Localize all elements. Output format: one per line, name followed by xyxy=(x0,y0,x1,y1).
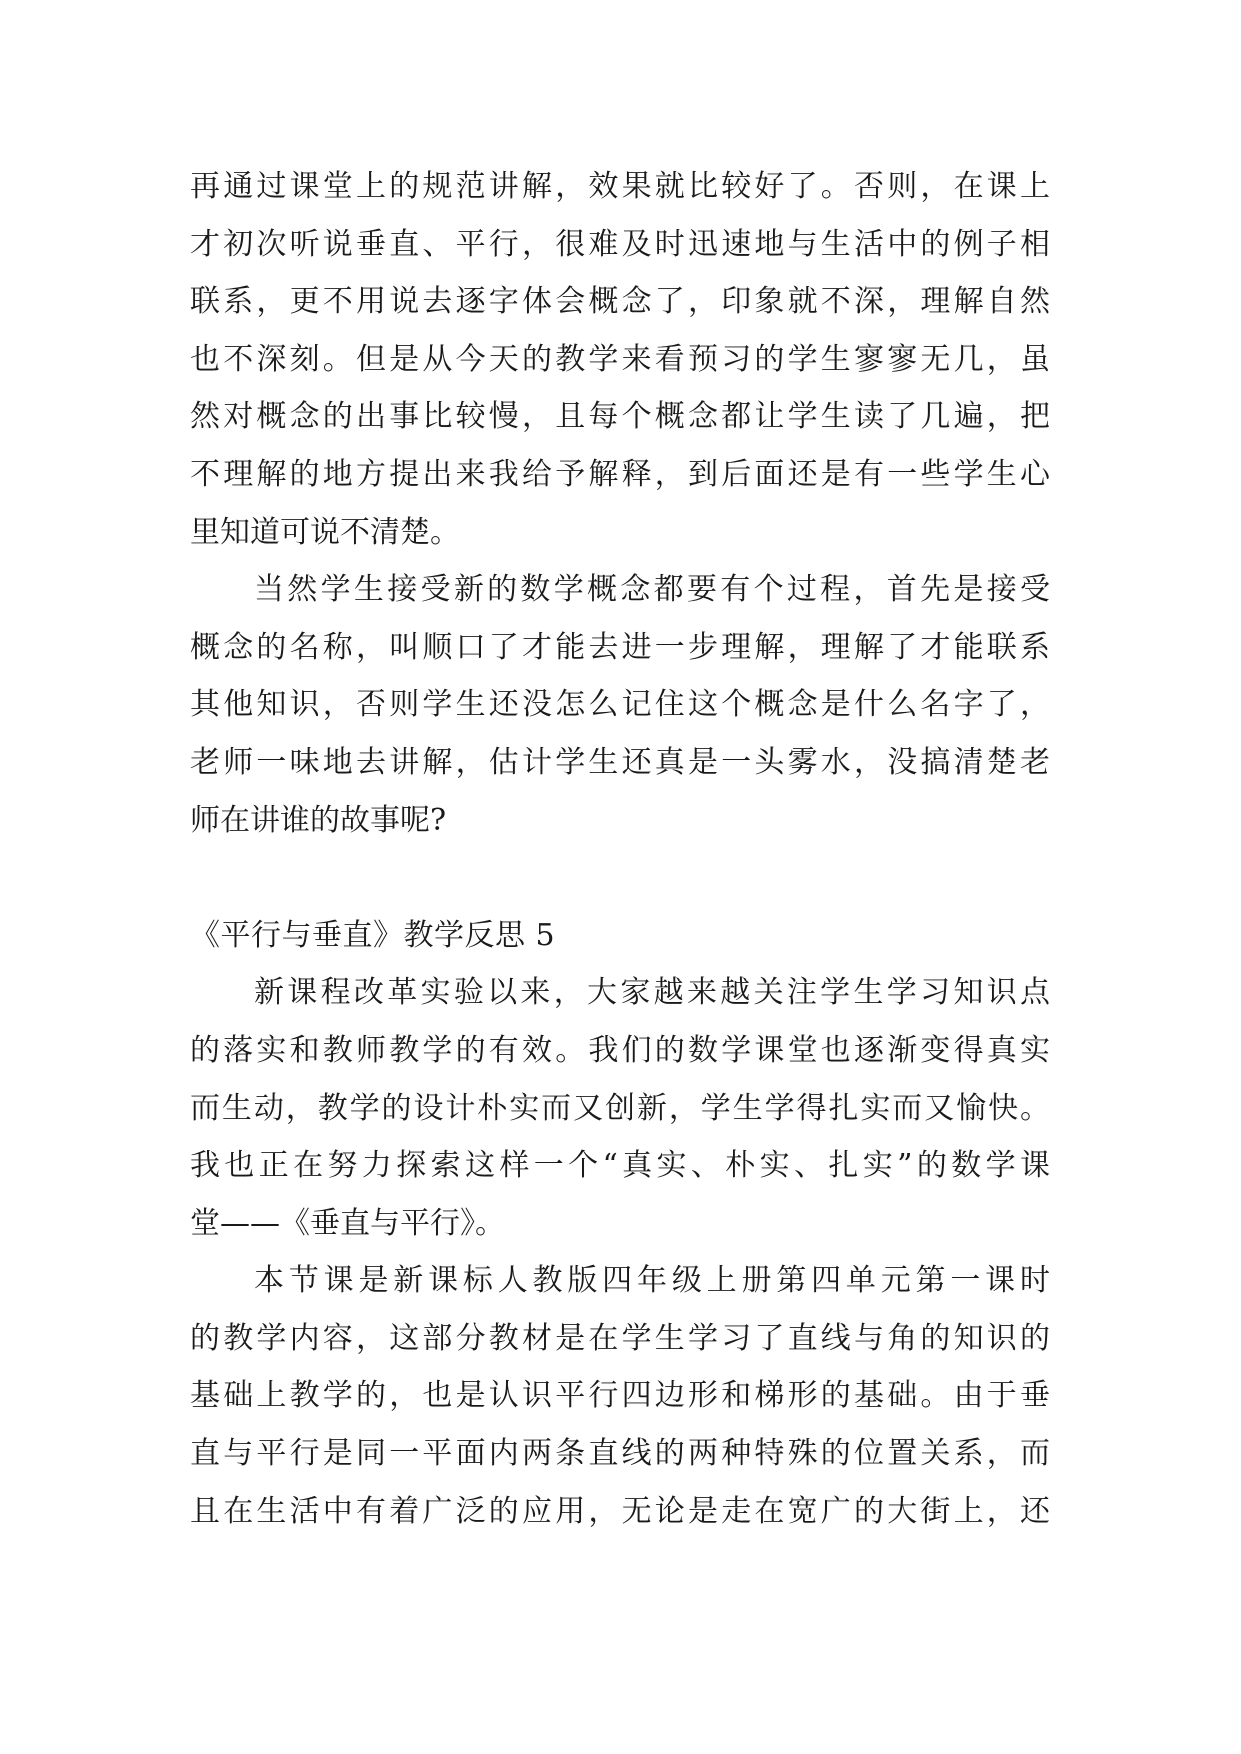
text-line: 的教学内容，这部分教材是在学生学习了直线与角的知识的 xyxy=(190,1320,1050,1356)
text-line: 当然学生接受新的数学概念都要有个过程，首先是接受 xyxy=(254,572,1050,608)
section-title: 《平行与垂直》教学反思 5 xyxy=(190,917,556,953)
text-line: 师在讲谁的故事呢? xyxy=(190,802,447,838)
text-line: 不理解的地方提出来我给予解释，到后面还是有一些学生心 xyxy=(190,456,1050,492)
text-line: 其他知识，否则学生还没怎么记住这个概念是什么名字了， xyxy=(190,687,1050,723)
text-line: 新课程改革实验以来，大家越来越关注学生学习知识点 xyxy=(254,975,1050,1011)
text-line: 老师一味地去讲解，估计学生还真是一头雾水，没搞清楚老 xyxy=(190,744,1050,780)
text-line: 然对概念的出事比较慢，且每个概念都让学生读了几遍，把 xyxy=(190,399,1050,435)
text-line: 基础上教学的，也是认识平行四边形和梯形的基础。由于垂 xyxy=(190,1378,1050,1414)
text-line: 我也正在努力探索这样一个“真实、朴实、扎实”的数学课 xyxy=(190,1148,1050,1184)
paragraph-1 xyxy=(190,158,1050,561)
text-line: 而生动，教学的设计朴实而又创新，学生学得扎实而又愉快。 xyxy=(190,1090,1050,1126)
text-line: 且在生活中有着广泛的应用，无论是走在宽广的大街上，还 xyxy=(190,1493,1050,1529)
text-line: 联系，更不用说去逐字体会概念了，印象就不深，理解自然 xyxy=(190,284,1050,320)
text-line: 直与平行是同一平面内两条直线的两种特殊的位置关系，而 xyxy=(190,1436,1050,1472)
paragraph-4 xyxy=(190,1252,1050,1540)
text-line: 堂——《垂直与平行》。 xyxy=(190,1205,505,1241)
text-line: 里知道可说不清楚。 xyxy=(190,514,460,550)
paragraph-3 xyxy=(190,964,1050,1252)
text-line: 再通过课堂上的规范讲解，效果就比较好了。否则，在课上 xyxy=(190,169,1050,204)
text-line: 本节课是新课标人教版四年级上册第四单元第一课时 xyxy=(254,1263,1050,1299)
text-line: 概念的名称，叫顺口了才能去进一步理解，理解了才能联系 xyxy=(190,629,1050,665)
text-line: 才初次听说垂直、平行，很难及时迅速地与生活中的例子相 xyxy=(190,226,1050,262)
document-body xyxy=(190,158,1050,1540)
blank-line xyxy=(190,849,1050,907)
text-line: 的落实和教师教学的有效。我们的数学课堂也逐渐变得真实 xyxy=(190,1032,1050,1068)
text-line: 也不深刻。但是从今天的教学来看预习的学生寥寥无几，虽 xyxy=(190,341,1050,377)
paragraph-2 xyxy=(190,561,1050,849)
